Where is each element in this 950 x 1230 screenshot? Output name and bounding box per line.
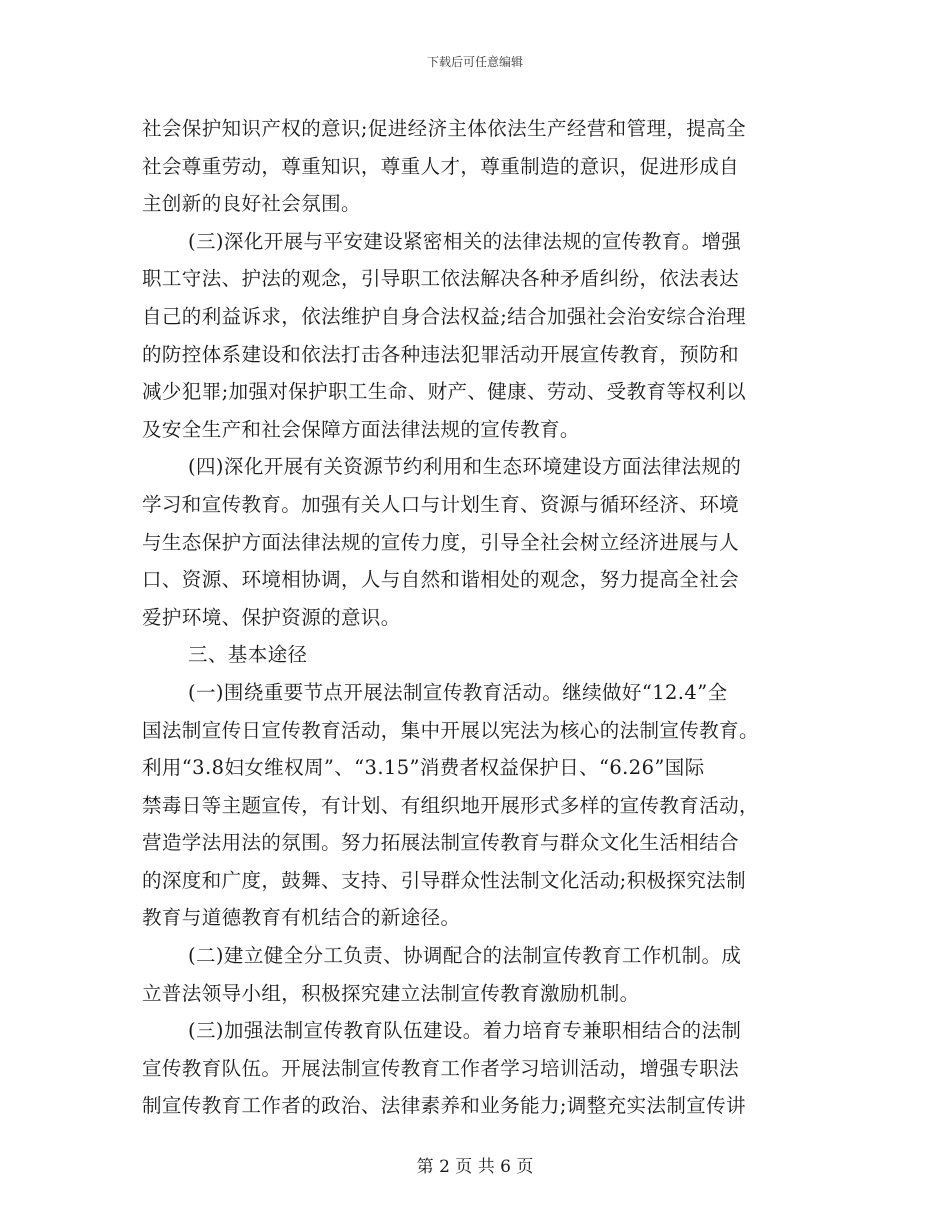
paragraph-line: 职工守法、护法的观念，引导职工依法解决各种矛盾纠纷，依法表达 — [142, 267, 740, 291]
paragraph-line: (一)围绕重要节点开展法制宣传教育活动。继续做好“12.4”全 — [188, 680, 728, 704]
section-heading: 三、基本途径 — [188, 643, 308, 667]
paragraph-line: 营造学法用法的氛围。努力拓展法制宣传教育与群众文化生活相结合 — [142, 831, 740, 855]
paragraph-line: 口、资源、环境相协调，人与自然和谐相处的观念，努力提高全社会 — [142, 568, 740, 592]
paragraph-line: (三)加强法制宣传教育队伍建设。着力培育专兼职相结合的法制 — [188, 1019, 742, 1043]
paragraph-line: 自己的利益诉求，依法维护自身合法权益;结合加强社会治安综合治理 — [142, 304, 746, 328]
paragraph-line: 立普法领导小组，积极探究建立法制宣传教育激励机制。 — [142, 981, 640, 1005]
paragraph-line: 国法制宣传日宣传教育活动，集中开展以宪法为核心的法制宣传教育。 — [142, 718, 759, 742]
paragraph-line: 利用“3.8妇女维权周”、“3.15”消费者权益保护日、“6.26”国际 — [142, 756, 705, 780]
paragraph-line: 爱护环境、保护资源的意识。 — [142, 605, 401, 629]
paragraph-line: 及安全生产和社会保障方面法律法规的宣传教育。 — [142, 417, 580, 441]
paragraph-line: 学习和宣传教育。加强有关人口与计划生育、资源与循环经济、环境 — [142, 492, 740, 516]
document-body — [142, 110, 812, 1125]
paragraph-line: 主创新的良好社会氛围。 — [142, 192, 361, 216]
paragraph-line: 宣传教育队伍。开展法制宣传教育工作者学习培训活动，增强专职法 — [142, 1056, 740, 1080]
paragraph-line: 与生态保护方面法律法规的宣传力度，引导全社会树立经济进展与人 — [142, 530, 740, 554]
paragraph-line: (四)深化开展有关资源节约利用和生态环境建设方面法律法规的 — [188, 455, 742, 479]
paragraph-line: 社会尊重劳动，尊重知识，尊重人才，尊重制造的意识，促进形成自 — [142, 154, 740, 178]
page-header: 下载后可任意编辑 — [426, 55, 523, 69]
paragraph-line: 制宣传教育工作者的政治、法律素养和业务能力;调整充实法制宣传讲 — [142, 1094, 746, 1118]
paragraph-line: 教育与道德教育有机结合的新途径。 — [142, 906, 461, 930]
paragraph-line: (二)建立健全分工负责、协调配合的法制宣传教育工作机制。成 — [188, 944, 742, 968]
paragraph-line: 的深度和广度，鼓舞、支持、引导群众性法制文化活动;积极探究法制 — [142, 868, 746, 892]
paragraph-line: (三)深化开展与平安建设紧密相关的法律法规的宣传教育。增强 — [188, 229, 742, 253]
page-number: 第 2 页 共 6 页 — [416, 1157, 534, 1177]
paragraph-line: 禁毒日等主题宣传，有计划、有组织地开展形式多样的宣传教育活动， — [142, 793, 759, 817]
paragraph-line: 减少犯罪;加强对保护职工生命、财产、健康、劳动、受教育等权利以 — [142, 380, 746, 404]
paragraph-line: 社会保护知识产权的意识;促进经济主体依法生产经营和管理，提高全 — [142, 117, 746, 140]
paragraph-line: 的防控体系建设和依法打击各种违法犯罪活动开展宣传教育，预防和 — [142, 342, 740, 366]
